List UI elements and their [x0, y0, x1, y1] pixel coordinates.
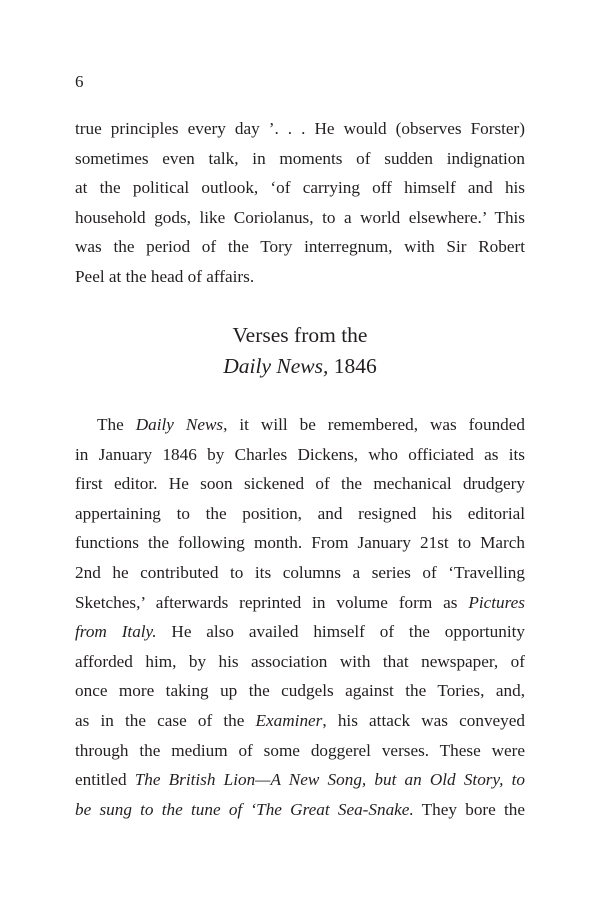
- text-line: Peel at the head of affairs.: [75, 266, 255, 286]
- section-heading: [75, 320, 525, 382]
- text-line: entitled The British Lion—A New Song, but an Old Story, to: [75, 770, 525, 790]
- text-line: Sketches,’ afterwards reprinted in volume form as Pictures: [75, 592, 525, 612]
- text-line: afforded him, by his association with that newspaper, of: [75, 651, 525, 671]
- heading-line-2: [75, 351, 525, 382]
- text-line: appertaining to the position, and resigned his editorial: [75, 503, 525, 523]
- text-line: as in the case of the Examiner, his attack was conveyed: [75, 710, 525, 730]
- text-line: was the period of the Tory interregnum, with Sir Robert: [75, 237, 525, 257]
- text-line: through the medium of some doggerel verses. These were: [75, 740, 525, 760]
- page-number: 6: [75, 72, 84, 91]
- text-line: once more taking up the cudgels against the Tories, and,: [75, 681, 525, 701]
- text-line: be sung to the tune of ‘The Great Sea-Snake. They bore the: [75, 799, 525, 819]
- text-line: in January 1846 by Charles Dickens, who officiated as its: [75, 444, 525, 464]
- text-line: first editor. He soon sickened of the mechanical drudgery: [75, 474, 525, 494]
- text-line: at the political outlook, ‘of carrying off himself and his: [75, 178, 525, 198]
- text-line: true principles every day ’. . . He would (observes Forster): [75, 119, 525, 138]
- paragraph-daily-news: [75, 410, 525, 824]
- text-line: 2nd he contributed to its columns a series of ‘Travelling: [75, 562, 525, 582]
- text-line: sometimes even talk, in moments of sudden indignation: [75, 148, 525, 168]
- text-line: functions the following month. From January 21st to March: [75, 533, 525, 553]
- text-line: from Italy. He also availed himself of the opportunity: [75, 622, 525, 642]
- paragraph-forster-quote: [75, 114, 525, 292]
- heading-italic-title: Daily News,: [223, 354, 329, 378]
- heading-line-1: Verses from the: [232, 323, 368, 347]
- heading-year: 1846: [328, 354, 377, 378]
- text-line: The Daily News, it will be remembered, was founded: [97, 415, 525, 434]
- text-line: household gods, like Coriolanus, to a world elsewhere.’ This: [75, 207, 525, 227]
